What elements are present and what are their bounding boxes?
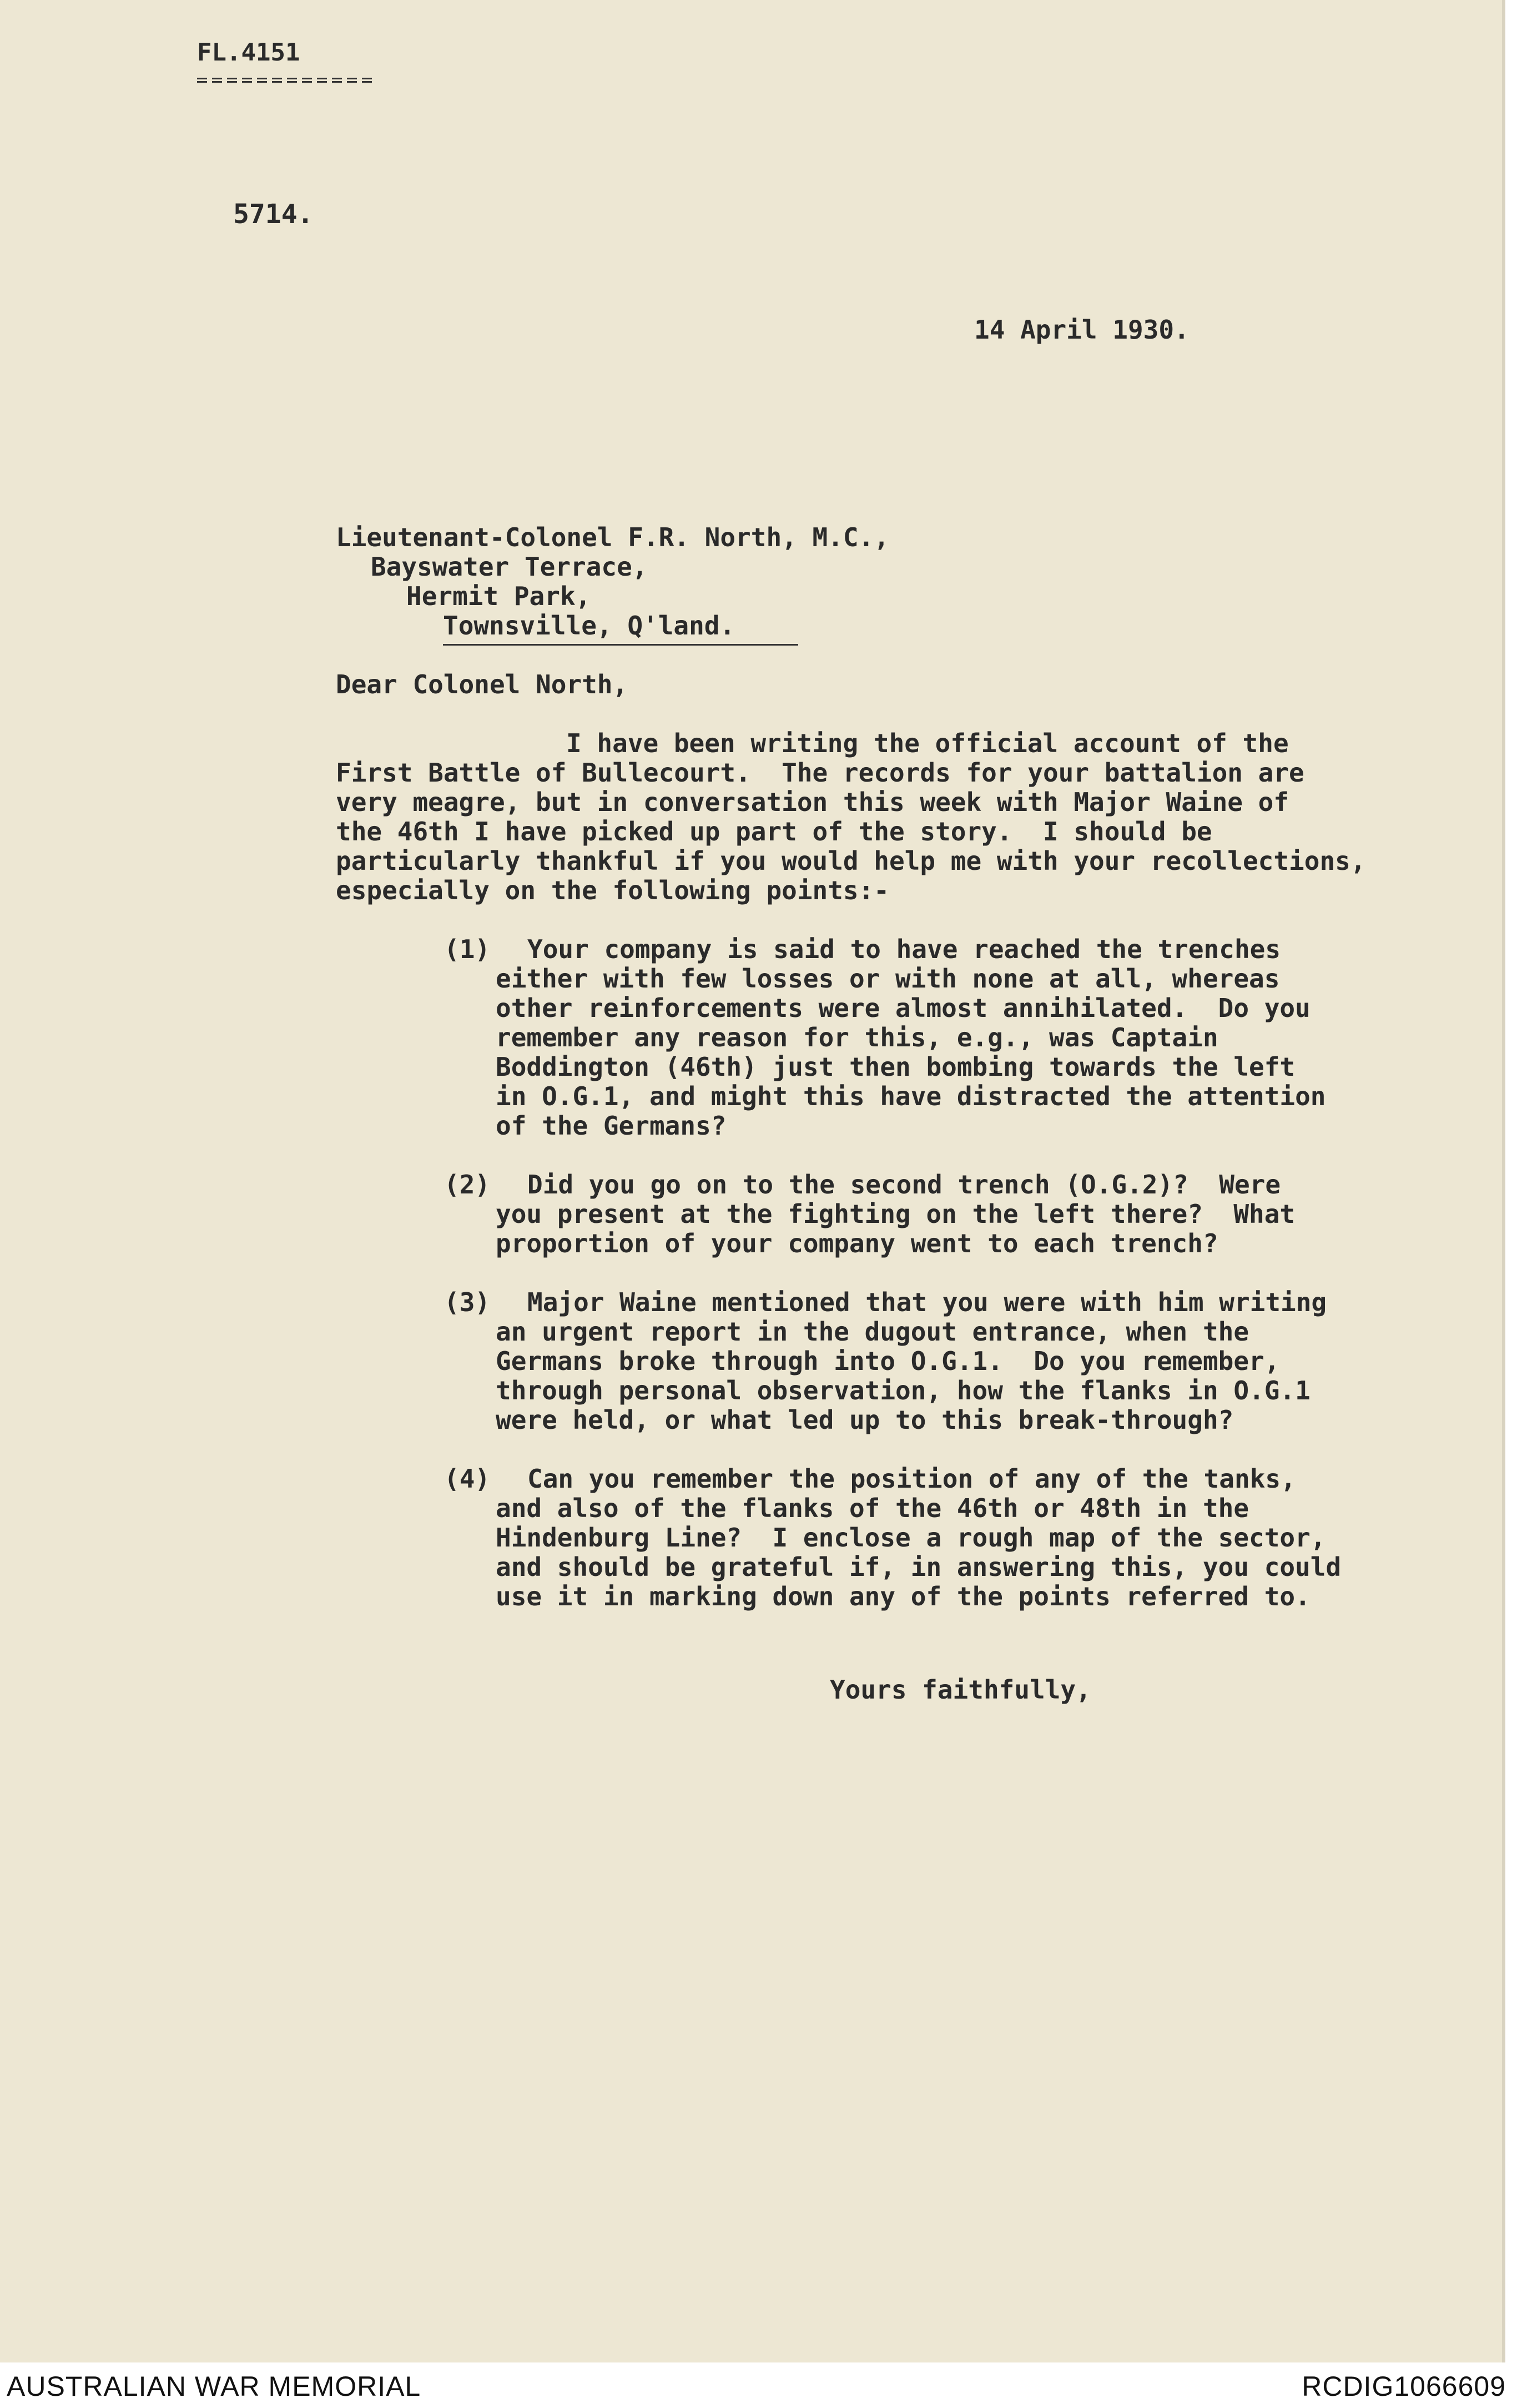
archive-id: RCDIG1066609 (1302, 2371, 1506, 2402)
document-number: 5714. (233, 199, 314, 230)
file-reference: FL.4151 (197, 38, 300, 67)
point-number: (3) (444, 1287, 491, 1317)
point-line: other reinforcements were almost annihilated. Do you (496, 993, 1311, 1023)
point-line: through personal observation, how the flanks in O.G.1 (496, 1376, 1311, 1405)
address-line: Bayswater Terrace, (371, 552, 648, 582)
archive-credit: AUSTRALIAN WAR MEMORIAL (7, 2371, 421, 2402)
paragraph-line: very meagre, but in conversation this week with Major Waine of (336, 787, 1289, 817)
point-line: were held, or what led up to this break-through? (496, 1405, 1234, 1435)
address-line: Lieutenant-Colonel F.R. North, M.C., (336, 522, 889, 552)
closing: Yours faithfully, (830, 1675, 1091, 1705)
point-line: Germans broke through into O.G.1. Do you remember, (496, 1346, 1280, 1376)
paragraph-line: I have been writing the official account of the (566, 728, 1289, 758)
point-line: you present at the fighting on the left there? What (496, 1199, 1296, 1229)
point-line: Hindenburg Line? I enclose a rough map of the sector, (496, 1523, 1326, 1553)
point-line: remember any reason for this, e.g., was Captain (496, 1022, 1218, 1052)
point-line: Boddington (46th) just then bombing towards the left (496, 1052, 1296, 1082)
address-underline (443, 644, 798, 646)
point-line: of the Germans? (496, 1111, 727, 1141)
point-line: either with few losses or with none at all, whereas (496, 964, 1280, 994)
letter-date: 14 April 1930. (974, 315, 1190, 345)
point-line: use it in marking down any of the points referred to. (496, 1581, 1311, 1611)
paragraph-line: First Battle of Bullecourt. The records for your battalion are (336, 758, 1304, 788)
point-line: an urgent report in the dugout entrance, when the (496, 1317, 1249, 1347)
point-line: proportion of your company went to each trench? (496, 1228, 1218, 1258)
paragraph-line: particularly thankful if you would help me with your recollections, (336, 846, 1366, 876)
paragraph-line: especially on the following points:- (336, 875, 889, 905)
file-reference-underline (197, 78, 374, 85)
point-line: in O.G.1, and might this have distracted the attention (496, 1081, 1326, 1111)
address-line: Townsville, Q'land. (443, 611, 735, 641)
point-number: (1) (444, 934, 491, 964)
point-line: Your company is said to have reached the trenches (527, 934, 1281, 964)
salutation: Dear Colonel North, (336, 669, 628, 699)
point-line: and should be grateful if, in answering this, you could (496, 1552, 1342, 1582)
point-number: (2) (444, 1170, 491, 1200)
address-line: Hermit Park, (406, 581, 591, 611)
point-line: Can you remember the position of any of the tanks, (527, 1464, 1296, 1494)
point-line: Did you go on to the second trench (O.G.2)? Were (527, 1170, 1281, 1200)
point-line: and also of the flanks of the 46th or 48th in the (496, 1493, 1249, 1523)
point-line: Major Waine mentioned that you were with him writing (527, 1287, 1327, 1317)
paragraph-line: the 46th I have picked up part of the story. I should be (336, 817, 1212, 847)
point-number: (4) (444, 1464, 491, 1494)
